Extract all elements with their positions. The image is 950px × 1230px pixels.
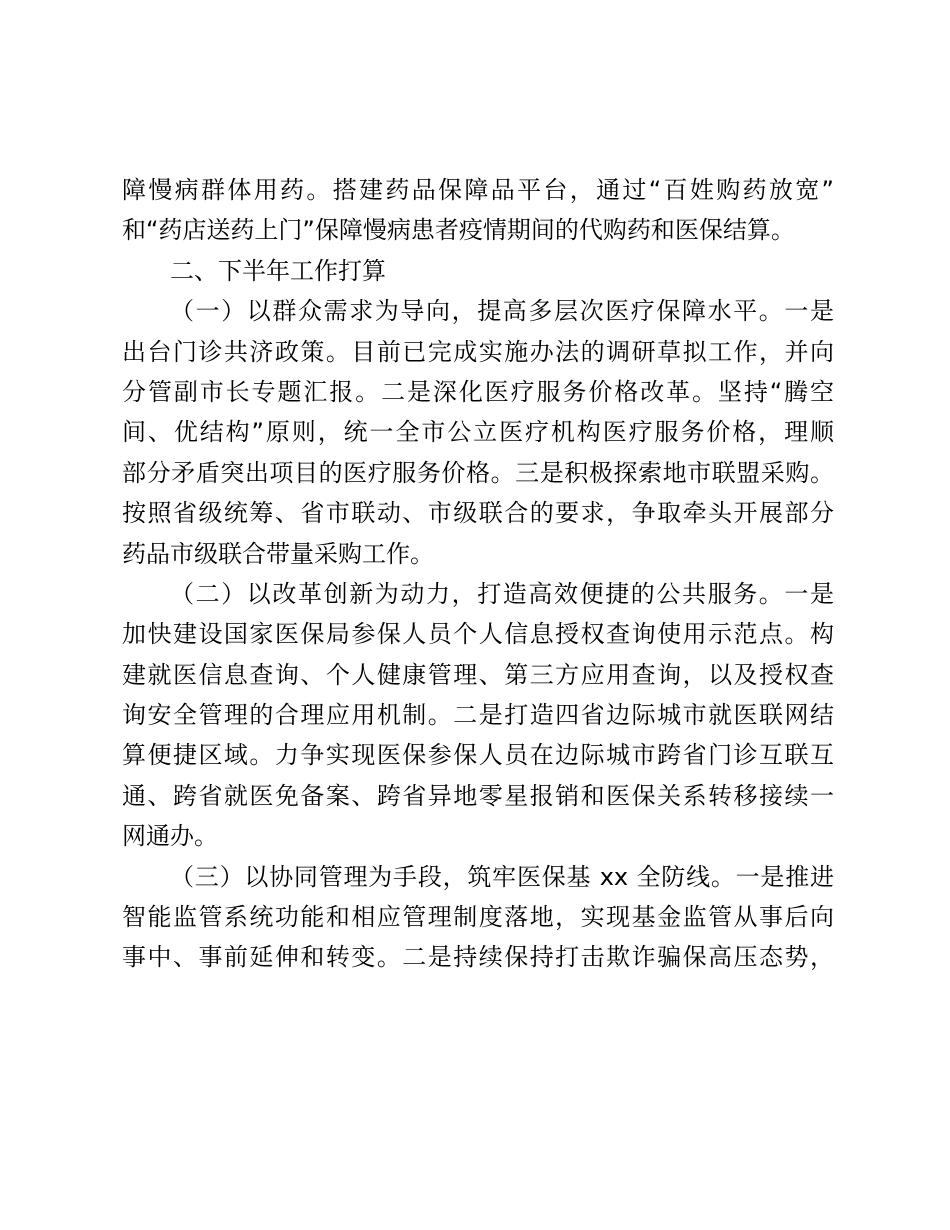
document-body	[122, 170, 834, 978]
text-line: 询安全管理的合理应用机制。二是打造四省边际城市就医联网结	[122, 701, 834, 730]
section-heading: 二、下半年工作打算	[170, 256, 386, 285]
text-line: 部分矛盾突出项目的医疗服务价格。三是积极探索地市联盟采购。	[122, 458, 834, 487]
text-line: 分管副市长专题汇报。二是深化医疗服务价格改革。坚持“腾空	[122, 377, 834, 406]
text-line: 障慢病群体用药。搭建药品保障品平台，通过“百姓购药放宽”	[122, 176, 834, 204]
text-line: 算便捷区域。力争实现医保参保人员在边际城市跨省门诊互联互	[122, 741, 834, 770]
text-line: 出台门诊共济政策。目前已完成实施办法的调研草拟工作，并向	[122, 337, 834, 366]
text-line: 事中、事前延伸和转变。二是持续保持打击欺诈骗保高压态势，	[122, 943, 834, 972]
text-line: 加快建设国家医保局参保人员个人信息授权查询使用示范点。构	[122, 620, 834, 649]
text-line: 间、优结构”原则，统一全市公立医疗机构医疗服务价格，理顺	[122, 418, 834, 447]
text-line: 网通办。	[122, 822, 218, 851]
text-line: 和“药店送药上门”保障慢病患者疫情期间的代购药和医保结算。	[122, 216, 795, 245]
text-line: 药品市级联合带量采购工作。	[122, 539, 434, 568]
paragraph-start-line: （三）以协同管理为手段，筑牢医保基 xx 全防线。一是推进	[170, 862, 834, 891]
text-line: 通、跨省就医免备案、跨省异地零星报销和医保关系转移接续一	[122, 781, 834, 810]
text-line: 按照省级统筹、省市联动、市级联合的要求，争取牵头开展部分	[122, 499, 834, 528]
text-line: 建就医信息查询、个人健康管理、第三方应用查询，以及授权查	[122, 660, 834, 689]
paragraph-start-line: （一）以群众需求为导向，提高多层次医疗保障水平。一是	[170, 297, 834, 326]
text-line: 智能监管系统功能和相应管理制度落地，实现基金监管从事后向	[122, 903, 834, 932]
paragraph-start-line: （二）以改革创新为动力，打造高效便捷的公共服务。一是	[170, 579, 834, 608]
